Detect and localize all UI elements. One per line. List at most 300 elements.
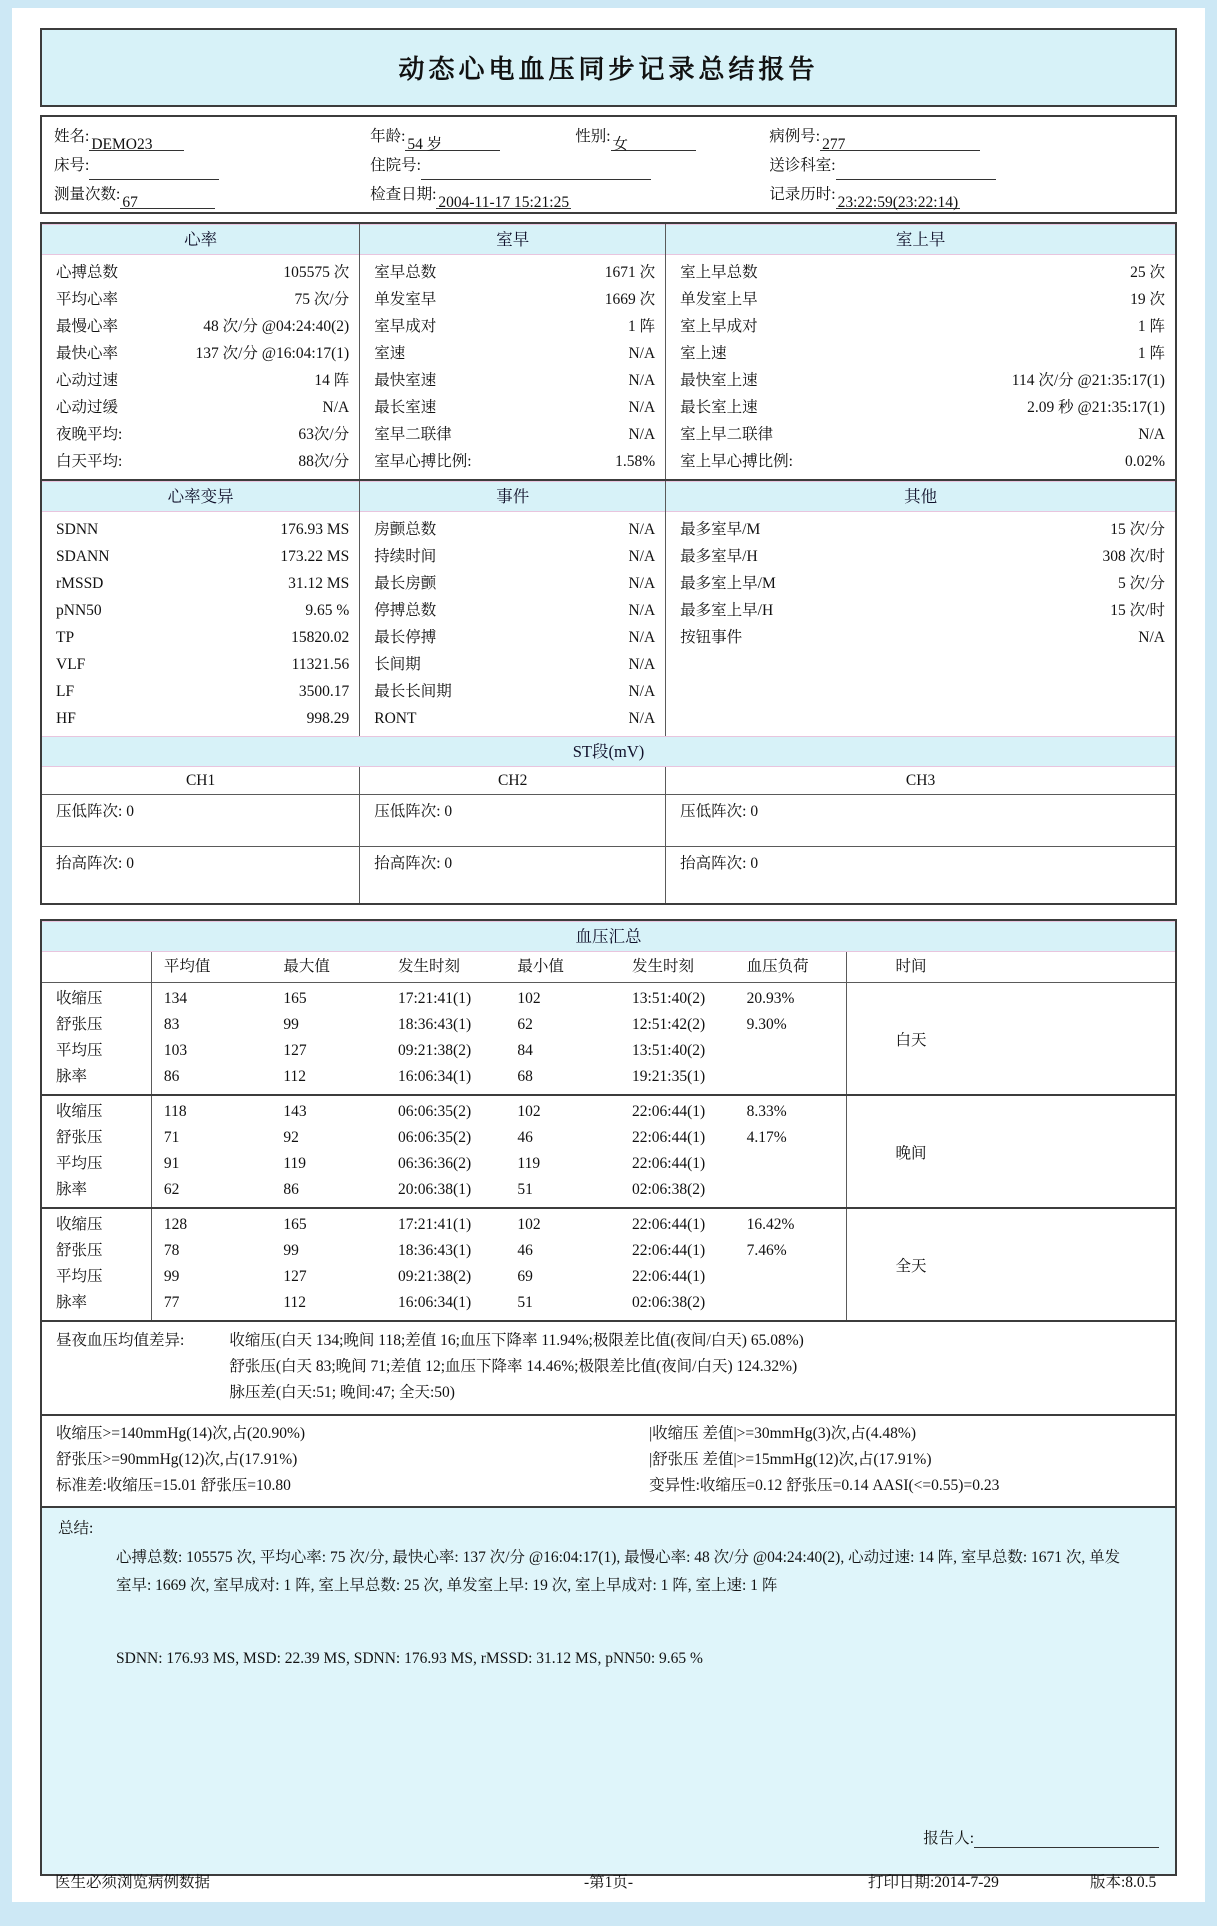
- footer-notice: 医生必须浏览病例数据: [55, 1874, 211, 1891]
- bp-avg: 71: [163, 1129, 180, 1146]
- bp-min-time: 22:06:44(1): [631, 1155, 706, 1172]
- stat-row: [666, 516, 1175, 543]
- section-events: [359, 481, 665, 736]
- patient-case-value: 277: [820, 130, 980, 151]
- bp-max-time: 16:06:34(1): [397, 1294, 472, 1311]
- st-depress-value: 0: [444, 803, 453, 820]
- stat-row: [42, 394, 359, 421]
- stat-value: N/A: [628, 629, 656, 646]
- bp-min-time: 02:06:38(2): [631, 1181, 706, 1198]
- stat-value: 25 次: [1130, 264, 1165, 281]
- stat-row: [666, 543, 1175, 570]
- ecg-stats-table: [40, 222, 1177, 905]
- stat-value: 5 次/分: [1118, 575, 1165, 592]
- stat-row: [360, 313, 665, 340]
- st-channel-name: CH1: [42, 767, 359, 795]
- bp-period-label: 全天: [846, 1209, 1175, 1320]
- stat-label: pNN50: [56, 602, 102, 619]
- bp-row: [152, 1038, 847, 1064]
- bp-avg: 91: [163, 1155, 180, 1172]
- stat-value: N/A: [322, 399, 350, 416]
- bp-row: [152, 1290, 847, 1316]
- patient-row-1: [54, 122, 1163, 151]
- st-elevate-label: 抬高阵次:: [56, 855, 123, 872]
- bp-row: [152, 986, 847, 1012]
- stat-label: 室速: [374, 345, 406, 362]
- stat-value: 88次/分: [298, 453, 350, 470]
- stat-label: 最快室速: [374, 372, 437, 389]
- stat-label: SDNN: [56, 521, 99, 538]
- stat-value: N/A: [628, 602, 656, 619]
- st-elevate-cell: [666, 846, 1175, 903]
- bp-max: 99: [283, 1016, 299, 1033]
- stat-value: N/A: [628, 683, 656, 700]
- stat-label: 最多室上早/H: [680, 602, 774, 619]
- stat-label: 白天平均:: [56, 453, 123, 470]
- bp-load: [735, 1264, 847, 1290]
- stat-label: 单发室上早: [680, 291, 758, 308]
- conclusion-label: 总结:: [58, 1520, 94, 1537]
- bp-col-load: 血压负荷: [746, 958, 809, 975]
- stat-row: [42, 259, 359, 286]
- stat-row: [666, 448, 1175, 475]
- stat-row: [360, 705, 665, 732]
- stat-row: [42, 597, 359, 624]
- bp-max: 92: [283, 1129, 299, 1146]
- bp-row-label: 收缩压: [56, 1216, 103, 1233]
- stat-label: 室上早心搏比例:: [680, 453, 793, 470]
- page-title: 动态心电血压同步记录总结报告: [398, 55, 819, 84]
- bp-threshold-line: 变异性:收缩压=0.12 舒张压=0.14 AASI(<=0.55)=0.23: [649, 1477, 1000, 1494]
- stat-label: 房颤总数: [374, 521, 437, 538]
- st-elevate-cell: [360, 846, 665, 903]
- bp-max: 165: [283, 990, 307, 1007]
- bp-threshold-line: 标准差:收缩压=15.01 舒张压=10.80: [56, 1477, 291, 1494]
- section-header-other: 其他: [666, 481, 1175, 512]
- section-header-events: 事件: [360, 481, 665, 512]
- bp-max-time: 06:06:35(2): [397, 1103, 472, 1120]
- bp-max: 127: [283, 1042, 307, 1059]
- patient-duration-field: [769, 180, 1163, 209]
- stat-value: N/A: [628, 345, 656, 362]
- bp-period-group: [42, 983, 1175, 1094]
- stat-label: RONT: [374, 710, 417, 727]
- stat-value: 63次/分: [298, 426, 350, 443]
- bp-load: [735, 1290, 847, 1316]
- st-depress-value: 0: [126, 803, 134, 820]
- bp-max-time: 20:06:38(1): [397, 1181, 472, 1198]
- stat-row: [360, 394, 665, 421]
- bp-row-label: 收缩压: [56, 990, 103, 1007]
- bp-threshold-line: 收缩压>=140mmHg(14)次,占(20.90%): [56, 1425, 306, 1442]
- stat-label: 室上早总数: [680, 264, 758, 281]
- bp-row-label: 脉率: [56, 1181, 88, 1198]
- bp-summary-header: 血压汇总: [42, 921, 1175, 952]
- st-depress-cell: [666, 795, 1175, 846]
- patient-date-field: [370, 180, 769, 209]
- stat-row: [360, 624, 665, 651]
- bp-values: [152, 1209, 847, 1320]
- stat-row: [360, 570, 665, 597]
- stat-label: 最长室上速: [680, 399, 758, 416]
- bp-min: 51: [517, 1181, 533, 1198]
- stat-row: [360, 516, 665, 543]
- patient-sex-field: [575, 122, 769, 151]
- stat-value: N/A: [628, 521, 656, 538]
- stat-row: [360, 340, 665, 367]
- st-elevate-value: 0: [444, 855, 453, 872]
- stat-row: [360, 421, 665, 448]
- stat-label: 长间期: [374, 656, 421, 673]
- report-content: [40, 28, 1177, 1876]
- bp-max: 86: [283, 1181, 299, 1198]
- stat-label: 最长长间期: [374, 683, 452, 700]
- conclusion-paragraph: 心搏总数: 105575 次, 平均心率: 75 次/分, 最快心率: 137 次/分 @16:04:17(1), 最慢心率: 48 次/分 @04:24:40(2), 心动过速: 14 阵, 室早总数: 1671 次, 单发室早: 1669 次, 室早成对: 1 阵, 室上早总数: 25 次, 单发室上早: 19 次, 室上早成对: 1 阵, 室上速: 1 阵: [116, 1549, 1121, 1594]
- patient-admission-label: 住院号:: [370, 157, 421, 174]
- stat-value: 1671 次: [604, 264, 656, 281]
- stat-value: 11321.56: [291, 656, 350, 673]
- patient-duration-value: 23:22:59(23:22:14): [836, 188, 961, 209]
- bp-day-night-diff: [42, 1320, 1175, 1414]
- stat-label: 最慢心率: [56, 318, 119, 335]
- stat-row: [360, 597, 665, 624]
- stat-row: [42, 421, 359, 448]
- bp-col-min-time: 发生时刻: [631, 958, 694, 975]
- patient-date-label: 检查日期:: [370, 186, 437, 203]
- bp-row: [152, 1125, 847, 1151]
- bp-load: 9.30%: [746, 1016, 787, 1033]
- bp-min-time: 12:51:42(2): [631, 1016, 706, 1033]
- bp-col-min: 最小值: [517, 958, 564, 975]
- stat-value: 308 次/时: [1102, 548, 1165, 565]
- bp-row-label: 平均压: [56, 1155, 103, 1172]
- patient-age-label: 年龄:: [370, 128, 406, 145]
- page-footer: [12, 1870, 1205, 1894]
- stat-label: 心动过速: [56, 372, 119, 389]
- report-title-box: [40, 28, 1177, 107]
- reporter-field: [923, 1826, 1159, 1848]
- st-channel-3: [665, 767, 1175, 903]
- stat-value: N/A: [628, 372, 656, 389]
- patient-row-3: [54, 180, 1163, 209]
- bp-period-label: 白天: [846, 983, 1175, 1094]
- stat-row: [666, 597, 1175, 624]
- bp-min: 102: [517, 1216, 541, 1233]
- bp-values: [152, 1096, 847, 1207]
- patient-age-value: 54 岁: [405, 130, 500, 151]
- bp-avg: 77: [163, 1294, 180, 1311]
- bp-min: 69: [517, 1268, 533, 1285]
- stat-label: TP: [56, 629, 75, 646]
- stat-label: 心搏总数: [56, 264, 119, 281]
- bp-values: [152, 983, 847, 1094]
- stat-value: 3500.17: [298, 683, 350, 700]
- bp-load: [735, 1177, 847, 1203]
- stat-label: 室早成对: [374, 318, 437, 335]
- stat-row: [360, 286, 665, 313]
- bp-summary-table: [40, 919, 1177, 1876]
- stat-value: 173.22 MS: [280, 548, 350, 565]
- stat-row: [42, 448, 359, 475]
- bp-row: [152, 1177, 847, 1203]
- bp-row: [152, 1238, 847, 1264]
- stat-label: 持续时间: [374, 548, 437, 565]
- stat-label: SDANN: [56, 548, 110, 565]
- section-header-hrv: 心率变异: [42, 481, 359, 512]
- stat-row: [42, 367, 359, 394]
- stat-label: 室早二联律: [374, 426, 452, 443]
- patient-admission-field: [370, 151, 769, 180]
- bp-min: 102: [517, 1103, 541, 1120]
- stat-label: 室上早成对: [680, 318, 758, 335]
- stat-label: 室早总数: [374, 264, 437, 281]
- stat-value: 48 次/分 @04:24:40(2): [203, 318, 350, 335]
- stat-row: [42, 340, 359, 367]
- reporter-label: 报告人:: [923, 1830, 974, 1847]
- bp-diff-line: 收缩压(白天 134;晚间 118;差值 16;血压下降率 11.94%;极限差比值(夜间/白天) 65.08%): [229, 1332, 804, 1349]
- bp-avg: 118: [163, 1103, 187, 1120]
- patient-bed-label: 床号:: [54, 157, 90, 174]
- stat-value: 31.12 MS: [288, 575, 350, 592]
- bp-min-time: 22:06:44(1): [631, 1268, 706, 1285]
- st-channel-name: CH3: [666, 767, 1175, 795]
- report-sheet: [12, 8, 1205, 1902]
- bp-min-time: 22:06:44(1): [631, 1216, 706, 1233]
- bp-avg: 99: [163, 1268, 180, 1285]
- stat-row: [360, 259, 665, 286]
- bp-period-group: [42, 1207, 1175, 1320]
- patient-info-box: [40, 115, 1177, 214]
- section-hrv: [42, 481, 359, 736]
- bp-max-time: 17:21:41(1): [397, 990, 472, 1007]
- bp-min-time: 13:51:40(2): [631, 1042, 706, 1059]
- stat-row: [42, 313, 359, 340]
- reporter-signature-line: [974, 1828, 1159, 1848]
- bp-row-label: 平均压: [56, 1042, 103, 1059]
- bp-load: 8.33%: [746, 1103, 787, 1120]
- bp-threshold-line: |收缩压 差值|>=30mmHg(3)次,占(4.48%): [649, 1425, 916, 1442]
- bp-col-max: 最大值: [283, 958, 330, 975]
- patient-name-label: 姓名:: [54, 128, 90, 145]
- stat-label: 最多室上早/M: [680, 575, 776, 592]
- bp-threshold-right: [649, 1421, 1175, 1499]
- patient-dept-label: 送诊科室:: [769, 157, 836, 174]
- stat-row: [666, 259, 1175, 286]
- bp-load: 7.46%: [746, 1242, 787, 1259]
- patient-date-value: 2004-11-17 15:21:25: [436, 188, 571, 209]
- stat-row: [360, 651, 665, 678]
- bp-max-time: 18:36:43(1): [397, 1016, 472, 1033]
- st-depress-label: 压低阵次:: [56, 803, 123, 820]
- bp-row-label: 舒张压: [56, 1129, 103, 1146]
- bp-min-time: 19:21:35(1): [631, 1068, 706, 1085]
- bp-min: 51: [517, 1294, 533, 1311]
- stat-row: [360, 543, 665, 570]
- stat-label: HF: [56, 710, 76, 727]
- stat-value: N/A: [628, 656, 656, 673]
- bp-row-label: 平均压: [56, 1268, 103, 1285]
- bp-diff-label: 昼夜血压均值差异:: [56, 1332, 185, 1349]
- bp-load: [735, 1064, 847, 1090]
- bp-max-time: 06:06:35(2): [397, 1129, 472, 1146]
- bp-min: 84: [517, 1042, 533, 1059]
- bp-min-time: 13:51:40(2): [631, 990, 706, 1007]
- stat-value: 1 阵: [1137, 345, 1165, 362]
- stat-value: 0.02%: [1124, 453, 1165, 470]
- bp-header-label-spacer: [42, 952, 152, 982]
- stat-row: [42, 624, 359, 651]
- stat-value: N/A: [1138, 426, 1165, 443]
- stat-row: [42, 678, 359, 705]
- bp-max: 127: [283, 1268, 307, 1285]
- stat-value: 15820.02: [291, 629, 350, 646]
- patient-count-field: [54, 180, 370, 209]
- stat-value: N/A: [628, 399, 656, 416]
- stat-value: 137 次/分 @16:04:17(1): [195, 345, 350, 362]
- bp-max: 112: [283, 1294, 307, 1311]
- stat-row: [360, 367, 665, 394]
- stat-value: N/A: [628, 426, 656, 443]
- stat-label: rMSSD: [56, 575, 104, 592]
- stat-value: 114 次/分 @21:35:17(1): [1011, 372, 1165, 389]
- stat-label: 最快心率: [56, 345, 119, 362]
- bp-load: 20.93%: [746, 990, 795, 1007]
- stat-label: LF: [56, 683, 75, 700]
- bp-col-max-time: 发生时刻: [397, 958, 460, 975]
- bp-min: 119: [517, 1155, 541, 1172]
- bp-row: [152, 1012, 847, 1038]
- section-svpb: [665, 224, 1175, 479]
- patient-sex-value: 女: [611, 130, 696, 151]
- footer-page-number: -第1页-: [583, 1874, 634, 1891]
- bp-column-header-row: [42, 952, 1175, 983]
- stat-row: [42, 516, 359, 543]
- stat-row: [666, 624, 1175, 651]
- bp-row-label: 脉率: [56, 1294, 88, 1311]
- stat-value: 105575 次: [283, 264, 350, 281]
- bp-diff-line: 脉压差(白天:51; 晚间:47; 全天:50): [229, 1384, 455, 1401]
- bp-min: 46: [517, 1129, 533, 1146]
- bp-avg: 62: [163, 1181, 180, 1198]
- stat-label: 室上速: [680, 345, 727, 362]
- stat-label: 室早心搏比例:: [374, 453, 472, 470]
- footer-version: 版本:8.0.5: [1090, 1874, 1157, 1891]
- bp-min: 68: [517, 1068, 533, 1085]
- st-channel-2: [359, 767, 665, 903]
- st-depress-label: 压低阵次:: [374, 803, 441, 820]
- bp-row: [152, 1264, 847, 1290]
- bp-row: [152, 1212, 847, 1238]
- patient-row-2: [54, 151, 1163, 180]
- stat-label: VLF: [56, 656, 86, 673]
- bp-max-time: 16:06:34(1): [397, 1068, 472, 1085]
- section-heart-rate: [42, 224, 359, 479]
- bp-max: 143: [283, 1103, 307, 1120]
- st-elevate-label: 抬高阵次:: [374, 855, 441, 872]
- bp-avg: 83: [163, 1016, 180, 1033]
- bp-avg: 86: [163, 1068, 180, 1085]
- stat-label: 单发室早: [374, 291, 437, 308]
- bp-avg: 78: [163, 1242, 180, 1259]
- bp-row: [152, 1064, 847, 1090]
- patient-age-field: [370, 122, 575, 151]
- stat-label: 最长房颤: [374, 575, 437, 592]
- conclusion-box: [42, 1506, 1175, 1874]
- stat-row: [42, 705, 359, 732]
- stat-value: 998.29: [306, 710, 350, 727]
- patient-sex-label: 性别:: [575, 128, 611, 145]
- bp-load: [735, 1151, 847, 1177]
- stat-row: [42, 651, 359, 678]
- patient-duration-label: 记录历时:: [769, 186, 836, 203]
- stat-label: 最多室早/M: [680, 521, 761, 538]
- section-header-svpb: 室上早: [666, 224, 1175, 255]
- section-header-pvc: 室早: [360, 224, 665, 255]
- stat-row: [666, 313, 1175, 340]
- bp-avg: 128: [163, 1216, 188, 1233]
- bp-min-time: 22:06:44(1): [631, 1103, 706, 1120]
- bp-max-time: 06:36:36(2): [397, 1155, 472, 1172]
- patient-case-label: 病例号:: [769, 128, 821, 145]
- bp-period-group: [42, 1094, 1175, 1207]
- stat-value: 75 次/分: [294, 291, 350, 308]
- bp-max: 119: [283, 1155, 307, 1172]
- bp-max-time: 18:36:43(1): [397, 1242, 472, 1259]
- section-other: [665, 481, 1175, 736]
- bp-diff-line: 舒张压(白天 83;晚间 71;差值 12;血压下降率 14.46%;极限差比值(夜间/白天) 124.32%): [229, 1358, 798, 1375]
- bp-min: 62: [517, 1016, 533, 1033]
- bp-row: [152, 1099, 847, 1125]
- stat-row: [666, 286, 1175, 313]
- bp-load: 4.17%: [746, 1129, 787, 1146]
- st-depress-value: 0: [750, 803, 759, 820]
- bp-period-label: 晚间: [846, 1096, 1175, 1207]
- stats-band-2: [42, 479, 1175, 736]
- st-depress-cell: [42, 795, 359, 846]
- stat-value: 1 阵: [1137, 318, 1165, 335]
- stat-label: 最长停搏: [374, 629, 437, 646]
- stat-value: 15 次/时: [1110, 602, 1165, 619]
- stat-value: 2.09 秒 @21:35:17(1): [1027, 399, 1165, 416]
- stat-value: N/A: [628, 575, 656, 592]
- st-elevate-label: 抬高阵次:: [680, 855, 747, 872]
- stat-value: 1669 次: [604, 291, 656, 308]
- bp-row-labels: [42, 1096, 152, 1207]
- bp-row-label: 收缩压: [56, 1103, 103, 1120]
- st-elevate-cell: [42, 846, 359, 903]
- bp-min-time: 22:06:44(1): [631, 1129, 706, 1146]
- bp-max-time: 09:21:38(2): [397, 1268, 472, 1285]
- stat-label: 室上早二联律: [680, 426, 774, 443]
- stat-label: 心动过缓: [56, 399, 119, 416]
- bp-row-labels: [42, 1209, 152, 1320]
- stat-value: 1 阵: [628, 318, 656, 335]
- stat-row: [666, 394, 1175, 421]
- patient-count-value: 67: [120, 188, 215, 209]
- stat-row: [666, 421, 1175, 448]
- bp-max: 165: [283, 1216, 307, 1233]
- patient-dept-value: [836, 159, 996, 180]
- patient-name-field: [54, 122, 370, 151]
- st-segment-header: ST段(mV): [42, 736, 1175, 767]
- stat-row: [666, 367, 1175, 394]
- stat-label: 停搏总数: [374, 602, 437, 619]
- stat-row: [360, 448, 665, 475]
- bp-max-time: 09:21:38(2): [397, 1042, 472, 1059]
- patient-admission-value: [421, 159, 651, 180]
- stat-label: 按钮事件: [680, 629, 743, 646]
- stat-value: 1.58%: [615, 453, 656, 470]
